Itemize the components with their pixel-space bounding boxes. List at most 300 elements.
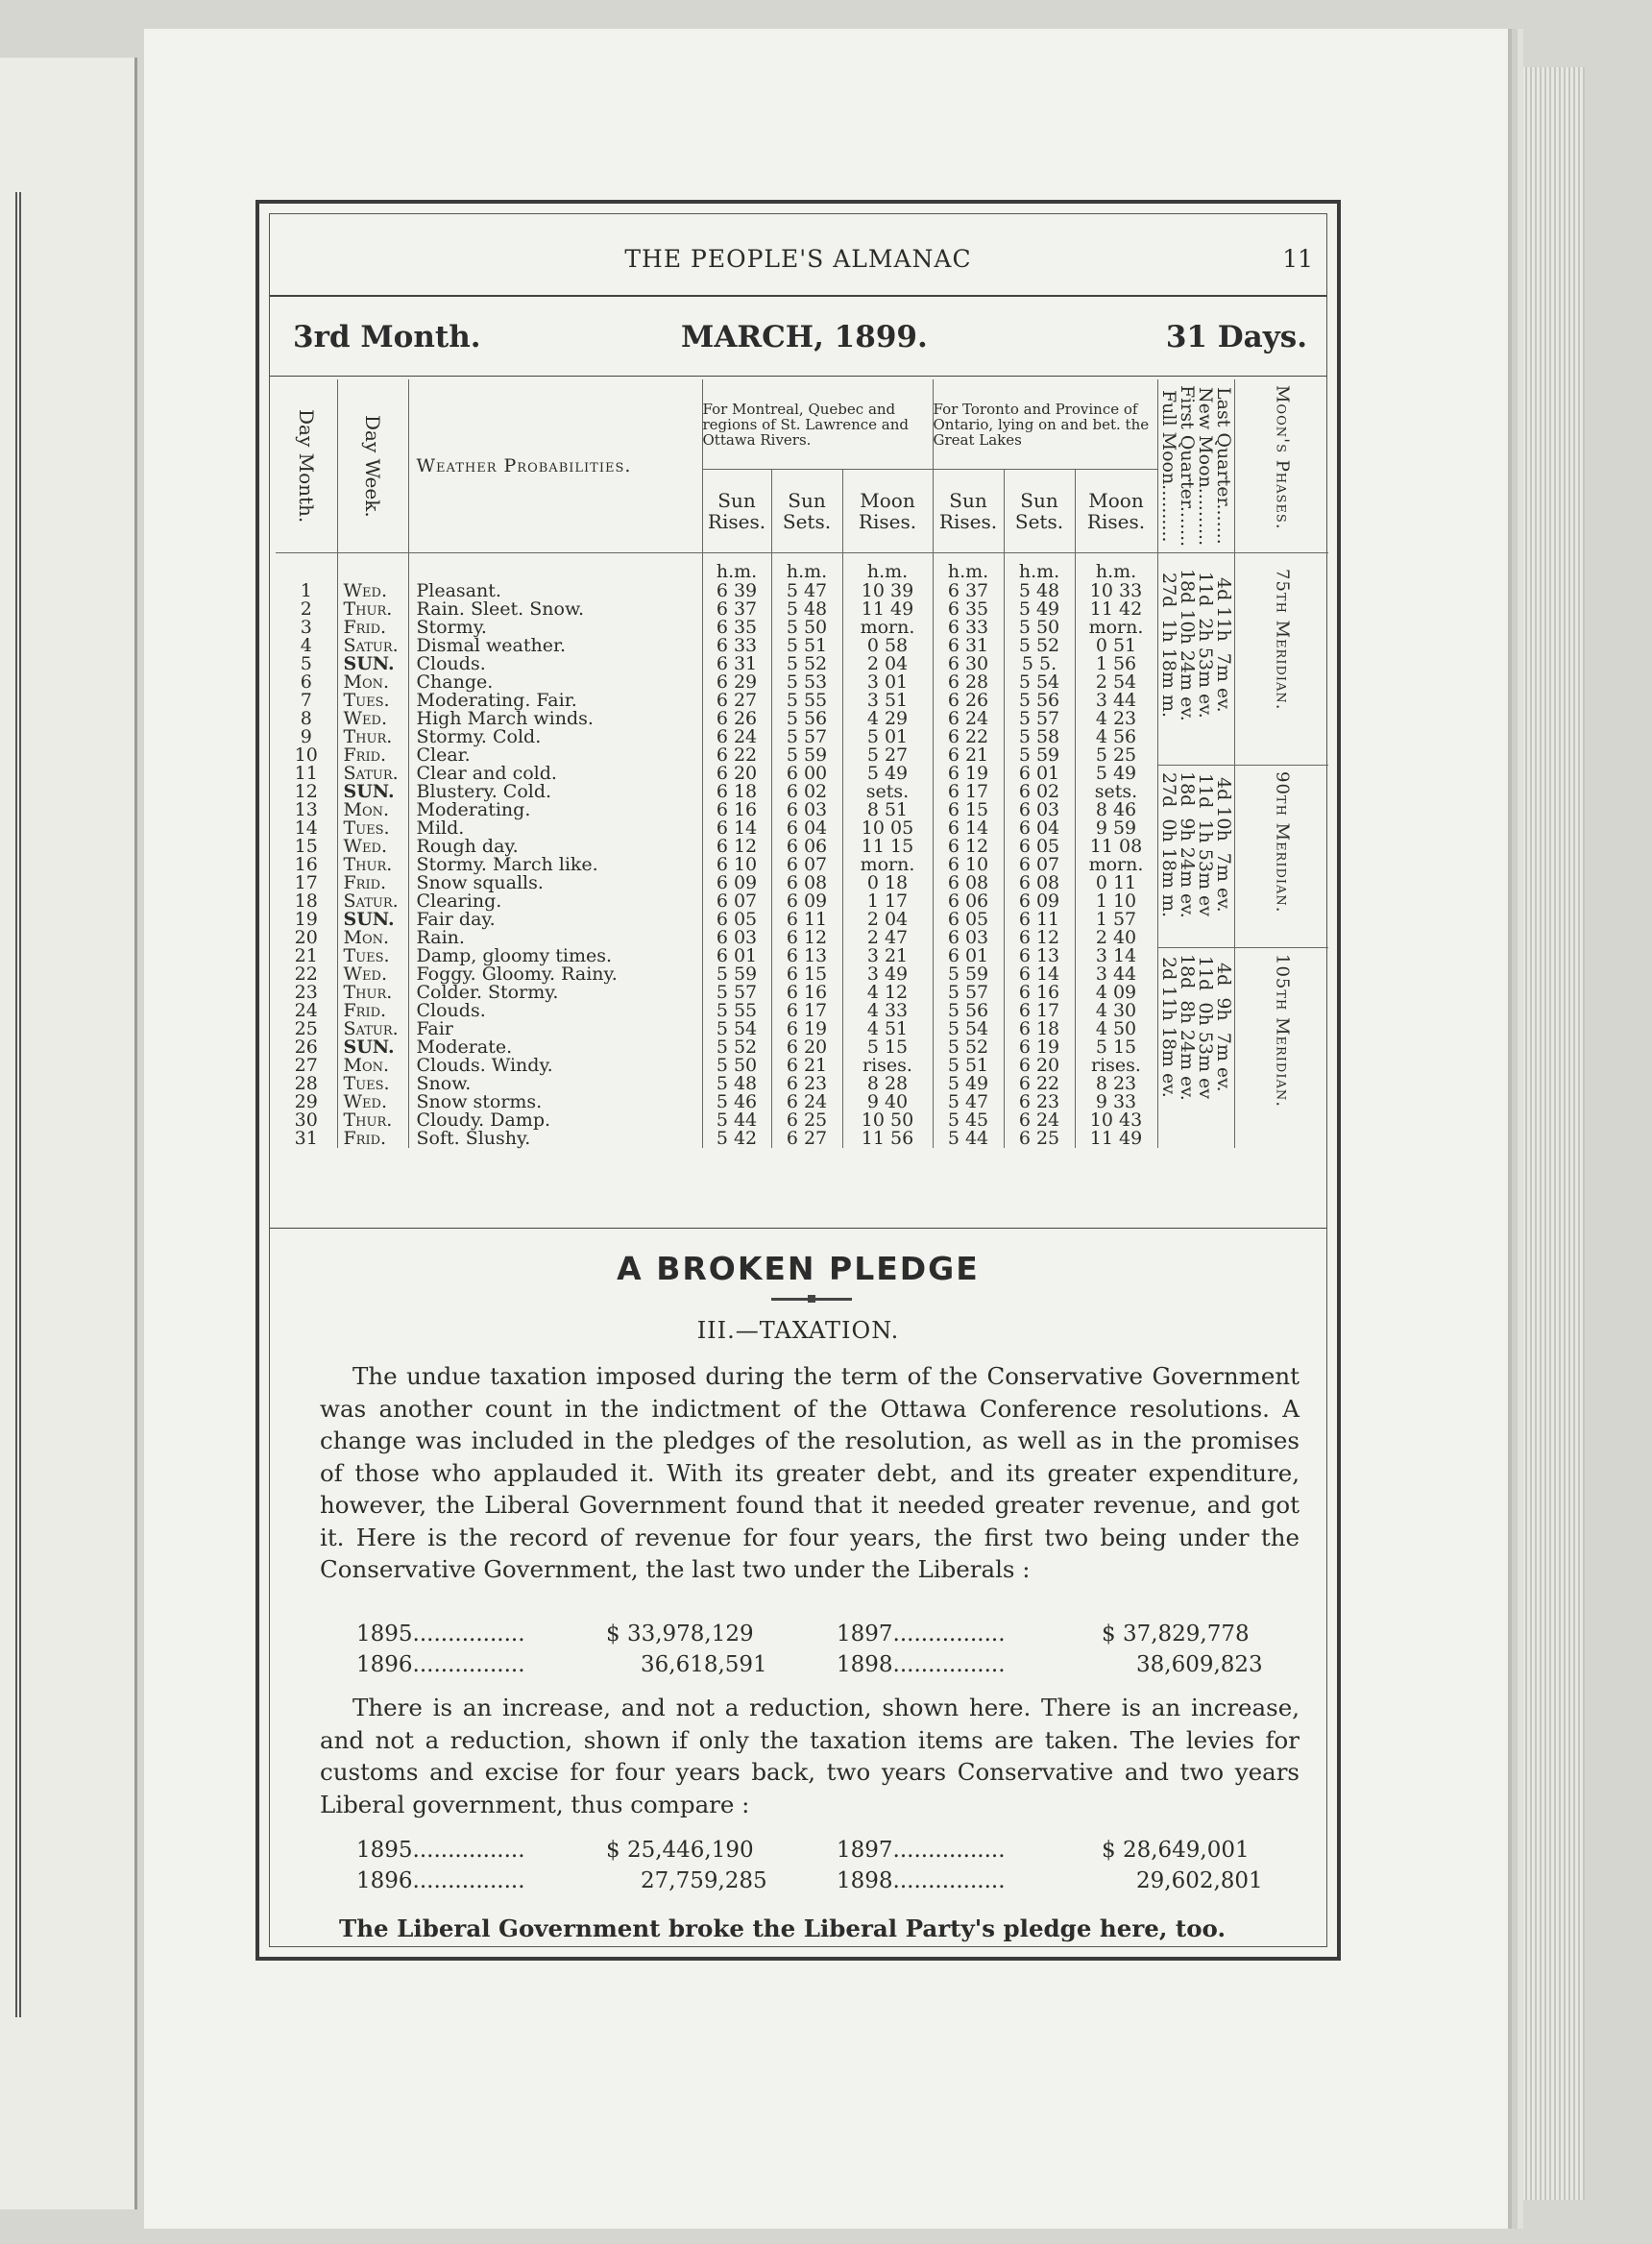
sun-rises-toronto: 6 12: [933, 838, 1004, 856]
phase-label-75: 75th Meridian.: [1234, 553, 1328, 766]
moon-rises-toronto: 1 56: [1075, 655, 1157, 673]
weather-probability: Dismal weather.: [408, 637, 702, 655]
day-of-week: Tues.: [337, 1075, 408, 1093]
moon-rises-montreal: 9 40: [842, 1093, 933, 1111]
customs-year: 1896................: [356, 1868, 525, 1893]
moon-rises-toronto: morn.: [1075, 619, 1157, 637]
sun-rises-montreal: 6 14: [702, 819, 771, 838]
header-weather: Weather Probabilities.: [408, 379, 702, 553]
weather-probability: Colder. Stormy.: [408, 984, 702, 1002]
moon-rises-montreal: 5 49: [842, 765, 933, 783]
sun-rises-montreal: 6 07: [702, 892, 771, 911]
sun-sets-toronto: 6 03: [1004, 801, 1075, 819]
day-of-month: 28: [276, 1075, 337, 1093]
day-of-month: 24: [276, 1002, 337, 1020]
sun-sets-montreal: 6 19: [771, 1020, 842, 1038]
customs-value: $ 28,649,001: [1102, 1838, 1250, 1863]
moon-rises-montreal: 0 58: [842, 637, 933, 655]
unit-label: h.m.: [933, 553, 1004, 583]
day-of-month: 7: [276, 692, 337, 710]
unit-label: h.m.: [1075, 553, 1157, 583]
sun-sets-montreal: 5 56: [771, 710, 842, 728]
day-of-month: 13: [276, 801, 337, 819]
sun-rises-montreal: 6 18: [702, 783, 771, 801]
revenue-value: $ 37,829,778: [1102, 1622, 1250, 1646]
moon-rises-montreal: 5 27: [842, 746, 933, 765]
article-title: A BROKEN PLEDGE: [617, 1250, 980, 1287]
day-of-week: Wed.: [337, 965, 408, 984]
sun-rises-toronto: 6 03: [933, 929, 1004, 947]
unit-row: [276, 553, 1328, 583]
sun-sets-toronto: 6 12: [1004, 929, 1075, 947]
sun-rises-montreal: 6 31: [702, 655, 771, 673]
sun-rises-toronto: 6 15: [933, 801, 1004, 819]
sun-sets-montreal: 5 51: [771, 637, 842, 655]
calendar-table: [276, 379, 1328, 1148]
moon-rises-montreal: 8 28: [842, 1075, 933, 1093]
header-moon-rises-1: Moon Rises.: [842, 470, 933, 553]
day-of-week: Satur.: [337, 1020, 408, 1038]
moon-rises-toronto: 3 14: [1075, 947, 1157, 965]
month-rule: [270, 376, 1326, 377]
weather-probability: Rain. Sleet. Snow.: [408, 600, 702, 619]
day-of-month: 2: [276, 600, 337, 619]
day-of-week: Frid.: [337, 619, 408, 637]
moon-rises-toronto: 4 30: [1075, 1002, 1157, 1020]
day-of-month: 25: [276, 1020, 337, 1038]
page-number: 11: [1282, 245, 1313, 273]
phase-label-105: 105th Meridian.: [1272, 953, 1293, 1108]
weather-probability: Clouds. Windy.: [408, 1057, 702, 1075]
day-of-month: 6: [276, 673, 337, 692]
paragraph-revenue-intro: The undue taxation imposed during the term of the Conservative Government was another count in the indictment of the Ottawa Conference resolutions. A change was included in the pledges of the resolution, as well as in the promises of those who applauded it. With its greater debt, and its greater expenditure, however, the Liberal Government found that it needed greater revenue, and got it. Here is the record of revenue for four years, the first two being under the Conservative Government, the last two under the Liberals :: [320, 1362, 1300, 1583]
moon-rises-montreal: 11 15: [842, 838, 933, 856]
day-of-week: Frid.: [337, 1130, 408, 1148]
sun-sets-montreal: 6 00: [771, 765, 842, 783]
revenue-year: 1898................: [837, 1652, 1006, 1677]
unit-label: h.m.: [702, 553, 771, 583]
moon-rises-toronto: 2 40: [1075, 929, 1157, 947]
day-of-month: 14: [276, 819, 337, 838]
day-of-month: 11: [276, 765, 337, 783]
month-title: MARCH, 1899.: [681, 320, 928, 354]
sun-rises-montreal: 6 10: [702, 856, 771, 874]
sun-sets-montreal: 6 15: [771, 965, 842, 984]
sun-rises-montreal: 5 57: [702, 984, 771, 1002]
sun-sets-toronto: 5 58: [1004, 728, 1075, 746]
sun-rises-toronto: 6 33: [933, 619, 1004, 637]
sun-sets-toronto: 6 09: [1004, 892, 1075, 911]
day-of-week: Wed.: [337, 1093, 408, 1111]
revenue-value: 38,609,823: [1136, 1652, 1263, 1677]
header-moon-rises-2: Moon Rises.: [1075, 470, 1157, 553]
unit-label: h.m.: [771, 553, 842, 583]
day-of-week: Frid.: [337, 874, 408, 892]
day-of-month: 1: [276, 582, 337, 600]
customs-value: $ 25,446,190: [606, 1838, 754, 1863]
day-of-week: Wed.: [337, 838, 408, 856]
revenue-value: $ 33,978,129: [606, 1622, 754, 1646]
day-of-month: 19: [276, 911, 337, 929]
day-of-week: Thur.: [337, 856, 408, 874]
sun-sets-montreal: 6 06: [771, 838, 842, 856]
sun-sets-toronto: 5 57: [1004, 710, 1075, 728]
closing-line: The Liberal Government broke the Liberal Party's pledge here, too.: [339, 1915, 1226, 1942]
sun-sets-montreal: 6 16: [771, 984, 842, 1002]
moon-rises-toronto: 5 49: [1075, 765, 1157, 783]
moon-rises-montreal: rises.: [842, 1057, 933, 1075]
sun-sets-montreal: 6 21: [771, 1057, 842, 1075]
moon-rises-montreal: 2 04: [842, 655, 933, 673]
day-of-month: 15: [276, 838, 337, 856]
sun-rises-toronto: 6 08: [933, 874, 1004, 892]
day-of-week: Tues.: [337, 947, 408, 965]
sun-rises-montreal: 5 55: [702, 1002, 771, 1020]
day-of-week: Thur.: [337, 728, 408, 746]
sun-rises-toronto: 5 57: [933, 984, 1004, 1002]
header-sun-rises-2: Sun Rises.: [933, 470, 1004, 553]
day-of-week: SUN.: [337, 1038, 408, 1057]
sun-sets-montreal: 6 25: [771, 1111, 842, 1130]
weather-probability: Snow squalls.: [408, 874, 702, 892]
weather-probability: Mild.: [408, 819, 702, 838]
day-of-week: Tues.: [337, 819, 408, 838]
moon-rises-montreal: 5 01: [842, 728, 933, 746]
moon-rises-toronto: 4 09: [1075, 984, 1157, 1002]
moon-rises-montreal: 2 04: [842, 911, 933, 929]
moon-rises-toronto: 4 56: [1075, 728, 1157, 746]
sun-rises-montreal: 5 44: [702, 1111, 771, 1130]
weather-probability: Rough day.: [408, 838, 702, 856]
weather-probability: Soft. Slushy.: [408, 1130, 702, 1148]
sun-sets-toronto: 6 13: [1004, 947, 1075, 965]
sun-rises-toronto: 6 24: [933, 710, 1004, 728]
sun-rises-toronto: 6 06: [933, 892, 1004, 911]
day-of-month: 20: [276, 929, 337, 947]
day-of-week: Satur.: [337, 765, 408, 783]
sun-sets-montreal: 6 12: [771, 929, 842, 947]
weather-probability: Cloudy. Damp.: [408, 1111, 702, 1130]
sun-sets-toronto: 5 56: [1004, 692, 1075, 710]
moon-rises-montreal: 4 33: [842, 1002, 933, 1020]
moon-rises-toronto: 9 33: [1075, 1093, 1157, 1111]
sun-rises-toronto: 5 54: [933, 1020, 1004, 1038]
day-of-week: Mon.: [337, 673, 408, 692]
sun-rises-toronto: 6 26: [933, 692, 1004, 710]
section-title: III.—TAXATION.: [696, 1317, 900, 1344]
weather-probability: Fair day.: [408, 911, 702, 929]
sun-rises-toronto: 6 10: [933, 856, 1004, 874]
day-of-month: 16: [276, 856, 337, 874]
day-of-month: 17: [276, 874, 337, 892]
moon-rises-montreal: 11 56: [842, 1130, 933, 1148]
revenue-year: 1895................: [356, 1622, 525, 1646]
sun-rises-toronto: 6 30: [933, 655, 1004, 673]
moon-rises-montreal: 4 51: [842, 1020, 933, 1038]
sun-rises-toronto: 6 31: [933, 637, 1004, 655]
header-sun-sets-1: Sun Sets.: [771, 470, 842, 553]
weather-probability: Clouds.: [408, 655, 702, 673]
sun-rises-montreal: 6 27: [702, 692, 771, 710]
sun-sets-montreal: 5 47: [771, 582, 842, 600]
sun-rises-toronto: 6 21: [933, 746, 1004, 765]
sun-sets-montreal: 5 55: [771, 692, 842, 710]
day-of-month: 29: [276, 1093, 337, 1111]
moon-rises-montreal: sets.: [842, 783, 933, 801]
day-of-month: 4: [276, 637, 337, 655]
weather-probability: Clear and cold.: [408, 765, 702, 783]
sun-sets-montreal: 5 57: [771, 728, 842, 746]
unit-label: h.m.: [1004, 553, 1075, 583]
moon-rises-toronto: morn.: [1075, 856, 1157, 874]
sun-sets-toronto: 6 05: [1004, 838, 1075, 856]
day-of-month: 31: [276, 1130, 337, 1148]
revenue-value: 36,618,591: [641, 1652, 767, 1677]
sun-rises-toronto: 5 52: [933, 1038, 1004, 1057]
facing-page: [0, 58, 137, 2209]
day-of-month: 8: [276, 710, 337, 728]
sun-rises-toronto: 6 05: [933, 911, 1004, 929]
sun-sets-toronto: 5 59: [1004, 746, 1075, 765]
sun-sets-montreal: 6 24: [771, 1093, 842, 1111]
moon-rises-toronto: 4 50: [1075, 1020, 1157, 1038]
weather-probability: Moderating.: [408, 801, 702, 819]
weather-probability: Clearing.: [408, 892, 702, 911]
sun-rises-toronto: 6 01: [933, 947, 1004, 965]
moon-rises-montreal: 3 49: [842, 965, 933, 984]
day-of-month: 23: [276, 984, 337, 1002]
weather-probability: Stormy. Cold.: [408, 728, 702, 746]
moon-rises-toronto: 3 44: [1075, 692, 1157, 710]
phase-block-90: 4d 10h 7m ev. 11d 1h 53m ev 18d 9h 24m ev. 27d 0h 18m m.: [1157, 765, 1234, 947]
facing-page-border: [0, 192, 21, 2017]
header-sun-rises-1: Sun Rises.: [702, 470, 771, 553]
sun-sets-toronto: 6 18: [1004, 1020, 1075, 1038]
sun-rises-toronto: 5 45: [933, 1111, 1004, 1130]
moon-rises-toronto: 3 44: [1075, 965, 1157, 984]
moon-rises-toronto: 5 15: [1075, 1038, 1157, 1057]
day-of-week: SUN.: [337, 911, 408, 929]
sun-sets-toronto: 6 19: [1004, 1038, 1075, 1057]
sun-rises-montreal: 6 03: [702, 929, 771, 947]
sun-rises-montreal: 5 42: [702, 1130, 771, 1148]
sun-sets-montreal: 6 07: [771, 856, 842, 874]
unit-label: h.m.: [842, 553, 933, 583]
day-of-week: Frid.: [337, 1002, 408, 1020]
sun-sets-toronto: 6 23: [1004, 1093, 1075, 1111]
sun-rises-toronto: 6 17: [933, 783, 1004, 801]
moon-rises-montreal: morn.: [842, 856, 933, 874]
weather-probability: Change.: [408, 673, 702, 692]
sun-rises-toronto: 5 51: [933, 1057, 1004, 1075]
day-of-week: Thur.: [337, 984, 408, 1002]
sun-sets-toronto: 5 52: [1004, 637, 1075, 655]
weather-probability: Snow.: [408, 1075, 702, 1093]
sun-sets-toronto: 5 50: [1004, 619, 1075, 637]
sun-rises-montreal: 5 46: [702, 1093, 771, 1111]
sun-sets-montreal: 6 11: [771, 911, 842, 929]
moon-rises-toronto: sets.: [1075, 783, 1157, 801]
weather-probability: Rain.: [408, 929, 702, 947]
day-of-week: Mon.: [337, 929, 408, 947]
sun-sets-montreal: 6 17: [771, 1002, 842, 1020]
moon-rises-montreal: 4 29: [842, 710, 933, 728]
sun-rises-montreal: 6 33: [702, 637, 771, 655]
sun-rises-montreal: 6 26: [702, 710, 771, 728]
day-of-month: 9: [276, 728, 337, 746]
paragraph-customs-intro: There is an increase, and not a reduction, shown here. There is an increase, and not a reduction, shown if only the taxation items are taken. The levies for customs and excise for four years back, two years Conservative and two years Liberal government, thus compare :: [320, 1694, 1300, 1818]
moon-rises-toronto: 9 59: [1075, 819, 1157, 838]
header-day-week: Day Week.: [337, 379, 408, 553]
sun-rises-toronto: 6 37: [933, 582, 1004, 600]
sun-sets-toronto: 6 01: [1004, 765, 1075, 783]
moon-rises-montreal: 10 50: [842, 1111, 933, 1130]
day-of-month: 10: [276, 746, 337, 765]
moon-rises-toronto: 11 42: [1075, 600, 1157, 619]
day-of-week: Thur.: [337, 1111, 408, 1130]
sun-sets-montreal: 5 50: [771, 619, 842, 637]
moon-rises-toronto: 8 23: [1075, 1075, 1157, 1093]
moon-rises-montreal: morn.: [842, 619, 933, 637]
sun-rises-toronto: 6 14: [933, 819, 1004, 838]
sun-rises-montreal: 5 52: [702, 1038, 771, 1057]
sun-rises-toronto: 6 28: [933, 673, 1004, 692]
sun-sets-montreal: 6 27: [771, 1130, 842, 1148]
day-of-week: Mon.: [337, 801, 408, 819]
sun-sets-toronto: 5 54: [1004, 673, 1075, 692]
running-title: THE PEOPLE'S ALMANAC: [624, 245, 972, 273]
sun-rises-montreal: 6 01: [702, 947, 771, 965]
sun-sets-montreal: 6 09: [771, 892, 842, 911]
sun-rises-montreal: 5 59: [702, 965, 771, 984]
moon-rises-montreal: 11 49: [842, 600, 933, 619]
sun-sets-montreal: 6 03: [771, 801, 842, 819]
sun-rises-toronto: 6 22: [933, 728, 1004, 746]
sun-rises-montreal: 6 12: [702, 838, 771, 856]
day-of-week: SUN.: [337, 655, 408, 673]
moon-rises-toronto: rises.: [1075, 1057, 1157, 1075]
sun-sets-montreal: 6 13: [771, 947, 842, 965]
customs-year: 1897................: [837, 1838, 1006, 1863]
sun-sets-montreal: 6 02: [771, 783, 842, 801]
weather-probability: High March winds.: [408, 710, 702, 728]
sun-sets-toronto: 5 5.: [1004, 655, 1075, 673]
moon-rises-montreal: 5 15: [842, 1038, 933, 1057]
day-of-week: Satur.: [337, 637, 408, 655]
sun-sets-montreal: 5 59: [771, 746, 842, 765]
moon-rises-montreal: 10 05: [842, 819, 933, 838]
moon-rises-montreal: 3 21: [842, 947, 933, 965]
moon-rises-montreal: 2 47: [842, 929, 933, 947]
sun-rises-toronto: 5 59: [933, 965, 1004, 984]
sun-sets-toronto: 5 48: [1004, 582, 1075, 600]
sun-sets-toronto: 6 25: [1004, 1130, 1075, 1148]
sun-sets-toronto: 6 14: [1004, 965, 1075, 984]
phase-block-75: 4d 11h 7m ev. 11d 2h 53m ev. 18d 10h 24m ev. 27d 1h 18m m.: [1157, 553, 1234, 766]
moon-rises-montreal: 1 17: [842, 892, 933, 911]
day-of-week: Frid.: [337, 746, 408, 765]
sun-rises-montreal: 6 05: [702, 911, 771, 929]
day-of-week: Mon.: [337, 1057, 408, 1075]
month-heading: [270, 320, 1326, 368]
moon-rises-toronto: 4 23: [1075, 710, 1157, 728]
header-rule: [270, 295, 1326, 297]
day-of-week: Tues.: [337, 692, 408, 710]
day-of-month: 30: [276, 1111, 337, 1130]
weather-probability: Foggy. Gloomy. Rainy.: [408, 965, 702, 984]
weather-probability: Moderate.: [408, 1038, 702, 1057]
weather-probability: Blustery. Cold.: [408, 783, 702, 801]
moon-rises-toronto: 8 46: [1075, 801, 1157, 819]
day-of-month: 3: [276, 619, 337, 637]
sun-sets-montreal: 6 23: [771, 1075, 842, 1093]
sun-rises-montreal: 6 20: [702, 765, 771, 783]
moon-rises-toronto: 10 33: [1075, 582, 1157, 600]
sun-sets-toronto: 6 24: [1004, 1111, 1075, 1130]
sun-sets-montreal: 5 53: [771, 673, 842, 692]
days-label: 31 Days.: [1165, 320, 1307, 354]
month-label: 3rd Month.: [293, 320, 481, 354]
weather-probability: Stormy.: [408, 619, 702, 637]
header-day-month: Day Month.: [276, 379, 337, 553]
sun-rises-montreal: 6 39: [702, 582, 771, 600]
sun-rises-montreal: 6 22: [702, 746, 771, 765]
weather-probability: Clear.: [408, 746, 702, 765]
sun-sets-toronto: 6 11: [1004, 911, 1075, 929]
customs-value: 29,602,801: [1136, 1868, 1263, 1893]
weather-probability: Fair: [408, 1020, 702, 1038]
moon-rises-toronto: 1 57: [1075, 911, 1157, 929]
day-of-month: 21: [276, 947, 337, 965]
header-sun-sets-2: Sun Sets.: [1004, 470, 1075, 553]
day-of-month: 27: [276, 1057, 337, 1075]
page-frame: [255, 200, 1341, 1961]
sun-sets-montreal: 6 08: [771, 874, 842, 892]
moon-rises-toronto: 11 49: [1075, 1130, 1157, 1148]
moon-rises-montreal: 3 51: [842, 692, 933, 710]
day-of-week: Wed.: [337, 582, 408, 600]
sun-rises-montreal: 6 35: [702, 619, 771, 637]
customs-year: 1898................: [837, 1868, 1006, 1893]
sun-sets-toronto: 5 49: [1004, 600, 1075, 619]
day-of-week: Satur.: [337, 892, 408, 911]
sun-rises-montreal: 6 24: [702, 728, 771, 746]
moon-rises-montreal: 3 01: [842, 673, 933, 692]
sun-rises-toronto: 5 56: [933, 1002, 1004, 1020]
moon-rises-toronto: 0 11: [1075, 874, 1157, 892]
moon-rises-toronto: 1 10: [1075, 892, 1157, 911]
moon-rises-toronto: 11 08: [1075, 838, 1157, 856]
sun-rises-montreal: 5 50: [702, 1057, 771, 1075]
almanac-page: [144, 29, 1508, 2229]
moon-rises-toronto: 2 54: [1075, 673, 1157, 692]
weather-probability: Clouds.: [408, 1002, 702, 1020]
title-ornament-dot: [808, 1295, 815, 1303]
phase-label-90: 90th Meridian.: [1234, 765, 1328, 947]
moon-rises-montreal: 4 12: [842, 984, 933, 1002]
header-montreal: For Montreal, Quebec and regions of St. Lawrence and Ottawa Rivers.: [702, 379, 933, 470]
page-frame-inner: [269, 213, 1327, 1947]
sun-sets-montreal: 5 48: [771, 600, 842, 619]
header-moons-phases: Moon's Phases.: [1234, 379, 1328, 553]
sun-sets-toronto: 6 04: [1004, 819, 1075, 838]
weather-probability: Moderating. Fair.: [408, 692, 702, 710]
sun-rises-montreal: 6 37: [702, 600, 771, 619]
day-of-month: 12: [276, 783, 337, 801]
sun-rises-toronto: 6 35: [933, 600, 1004, 619]
sun-sets-toronto: 6 02: [1004, 783, 1075, 801]
table-bottom-rule: [270, 1228, 1326, 1229]
